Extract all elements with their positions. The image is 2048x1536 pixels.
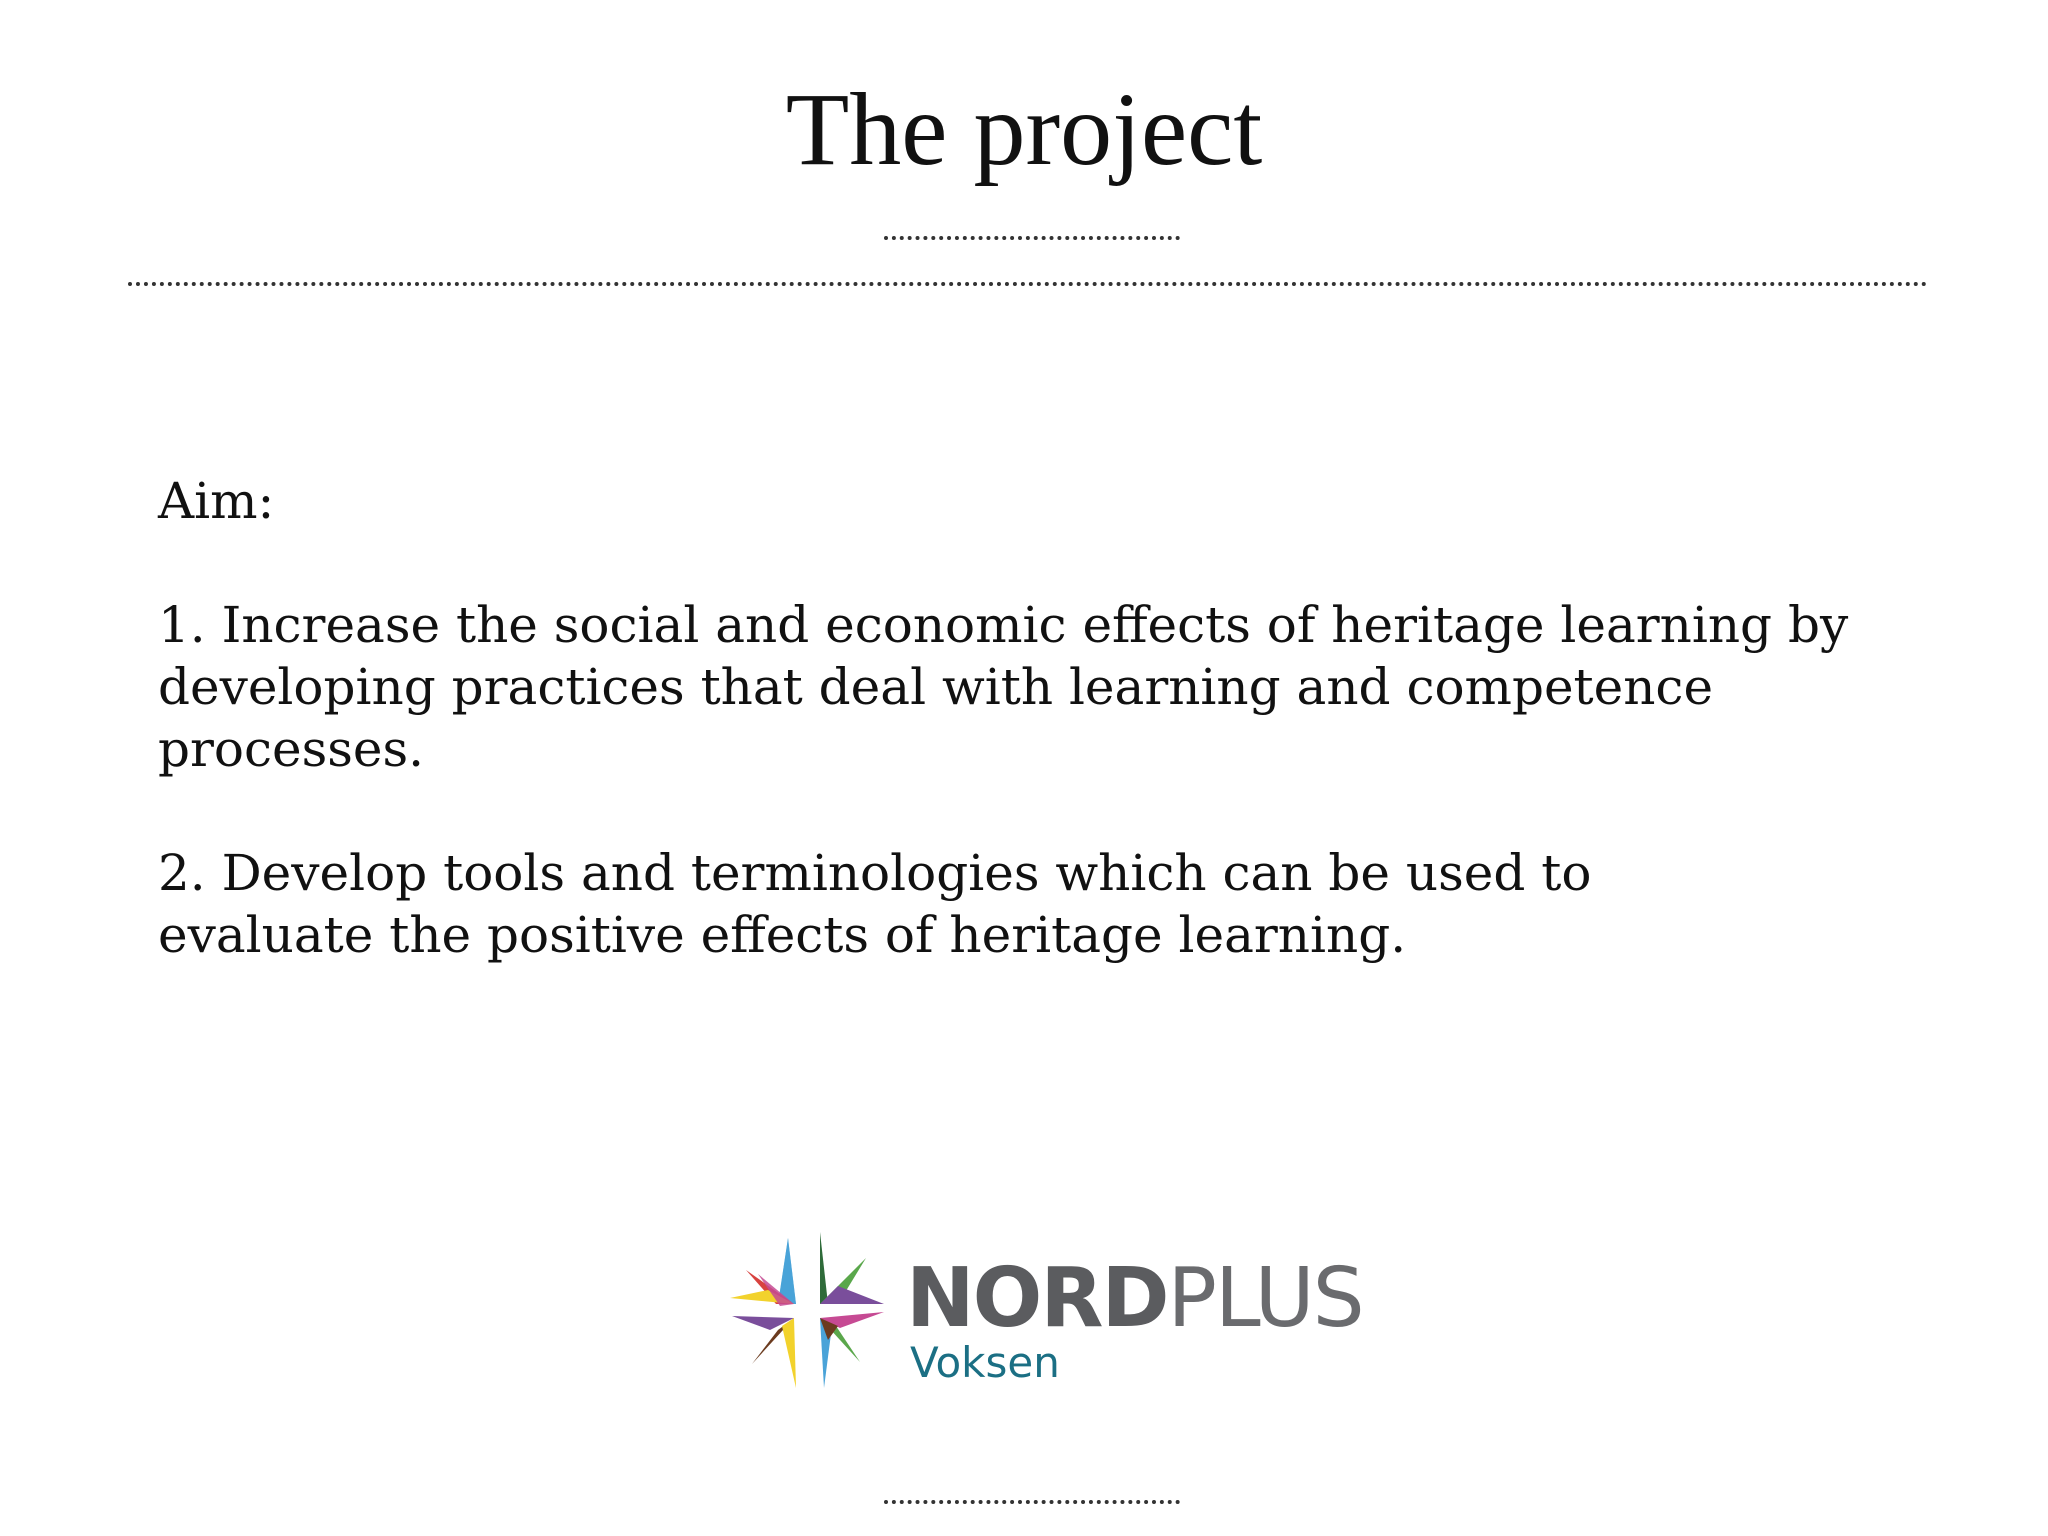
nordplus-subtitle: Voksen: [910, 1338, 1060, 1387]
title-divider-long: [128, 282, 1928, 286]
title-divider-short: [884, 236, 1180, 240]
nordplus-wordmark: [906, 1251, 1363, 1346]
nordplus-logo: [728, 1230, 1363, 1410]
aim-label: Aim:: [158, 472, 275, 530]
aim-item-2: 2. Develop tools and terminologies which can be used to evaluate the positive effects of heritage learning.: [158, 844, 1592, 964]
slide-body: [158, 470, 1958, 966]
aim-item-1: 1. Increase the social and economic effects of heritage learning by developing practices that deal with learning and competence processes.: [158, 596, 1849, 778]
slide-title: The project: [785, 72, 1263, 187]
wordmark-light: PLUS: [1167, 1251, 1363, 1346]
wordmark-bold: NORD: [906, 1251, 1168, 1346]
nordplus-compass-star-icon: [728, 1230, 888, 1390]
footer-divider-short: [884, 1500, 1180, 1504]
